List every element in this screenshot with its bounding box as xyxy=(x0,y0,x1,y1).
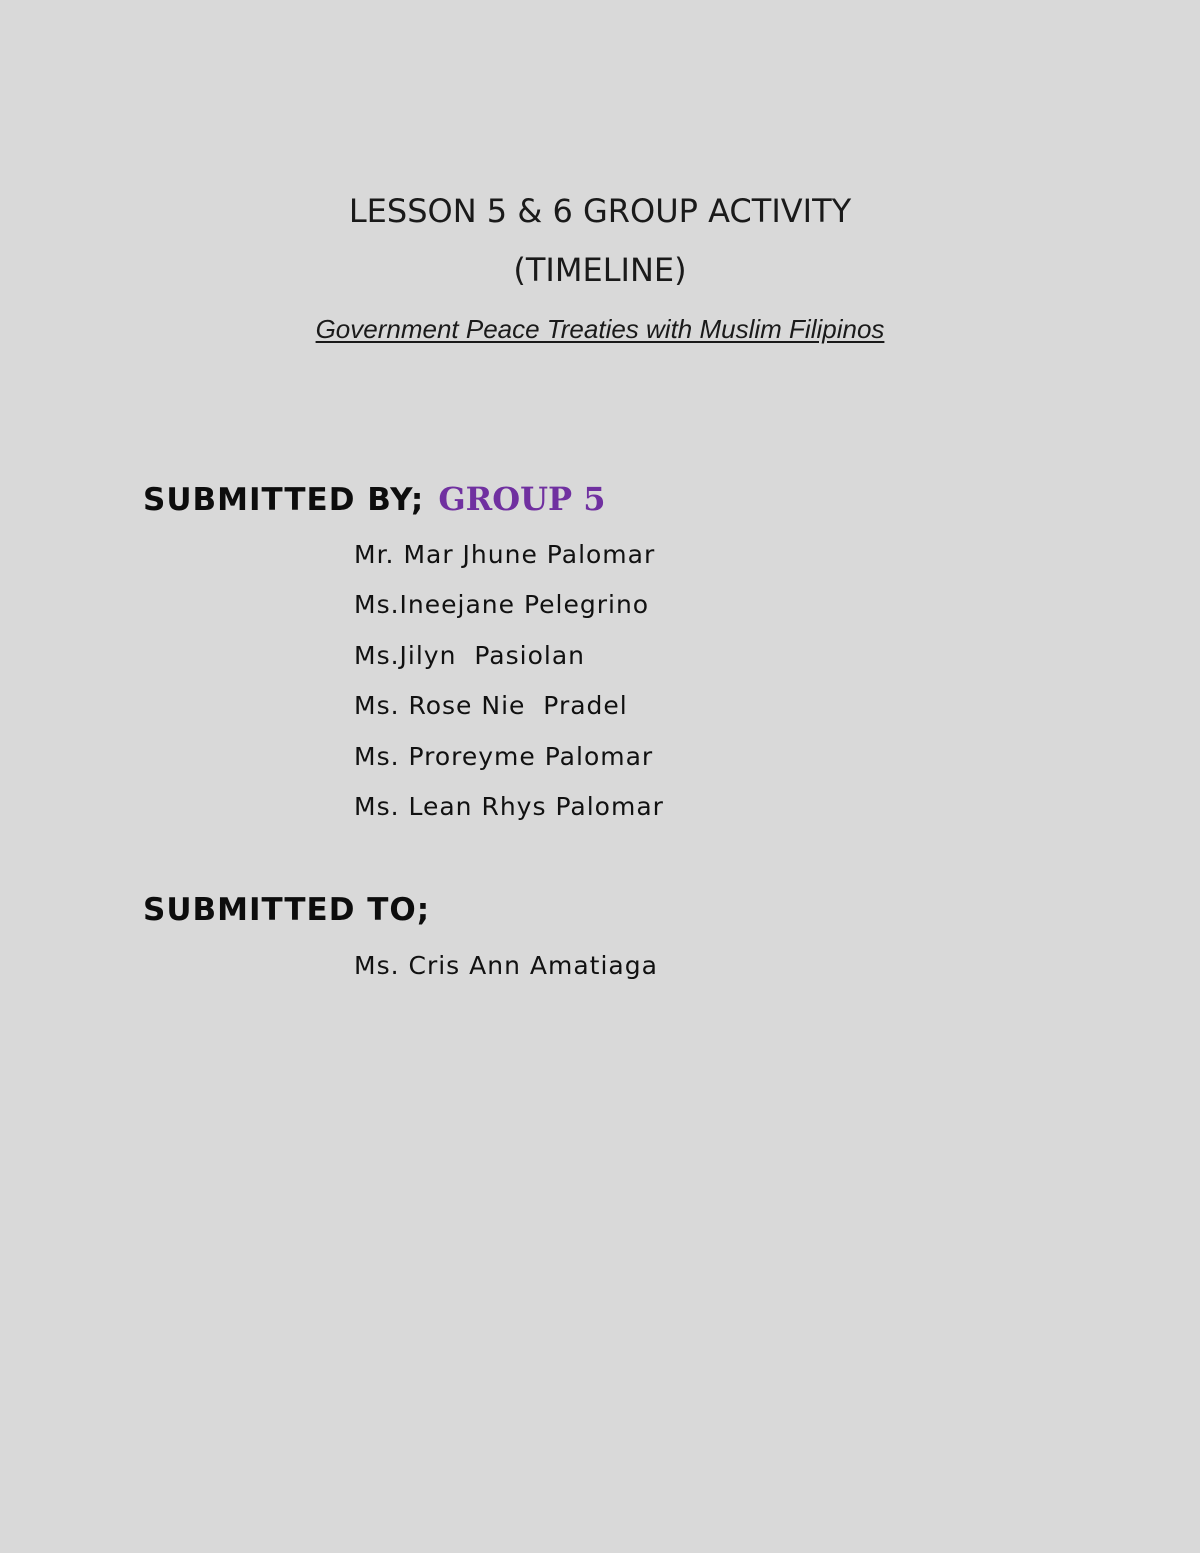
submitted-by-label: SUBMITTED BY; xyxy=(143,482,425,518)
submitted-by-heading xyxy=(143,480,605,518)
member-name: Ms. Proreyme Palomar xyxy=(354,741,654,771)
member-name: Ms. Lean Rhys Palomar xyxy=(354,791,664,821)
recipient-name: Ms. Cris Ann Amatiaga xyxy=(354,951,658,980)
submitted-to-label: SUBMITTED TO; xyxy=(143,892,431,928)
member-name: Ms.Ineejane Pelegrino xyxy=(354,590,650,620)
document-title-line-2: (TIMELINE) xyxy=(513,251,687,289)
member-name: Ms.Jilyn Pasiolan xyxy=(354,640,585,670)
members-list xyxy=(354,540,664,842)
document-title-line-1: LESSON 5 & 6 GROUP ACTIVITY xyxy=(348,192,852,230)
document-subtitle-text: Government Peace Treaties with Muslim Filipinos xyxy=(315,314,885,344)
member-name: Mr. Mar Jhune Palomar xyxy=(354,540,656,569)
document-subtitle xyxy=(0,314,1200,345)
recipient-list xyxy=(354,951,658,1001)
group-label: GROUP 5 xyxy=(438,480,606,518)
member-name: Ms. Rose Nie Pradel xyxy=(354,691,628,721)
submitted-to-heading xyxy=(143,892,430,928)
